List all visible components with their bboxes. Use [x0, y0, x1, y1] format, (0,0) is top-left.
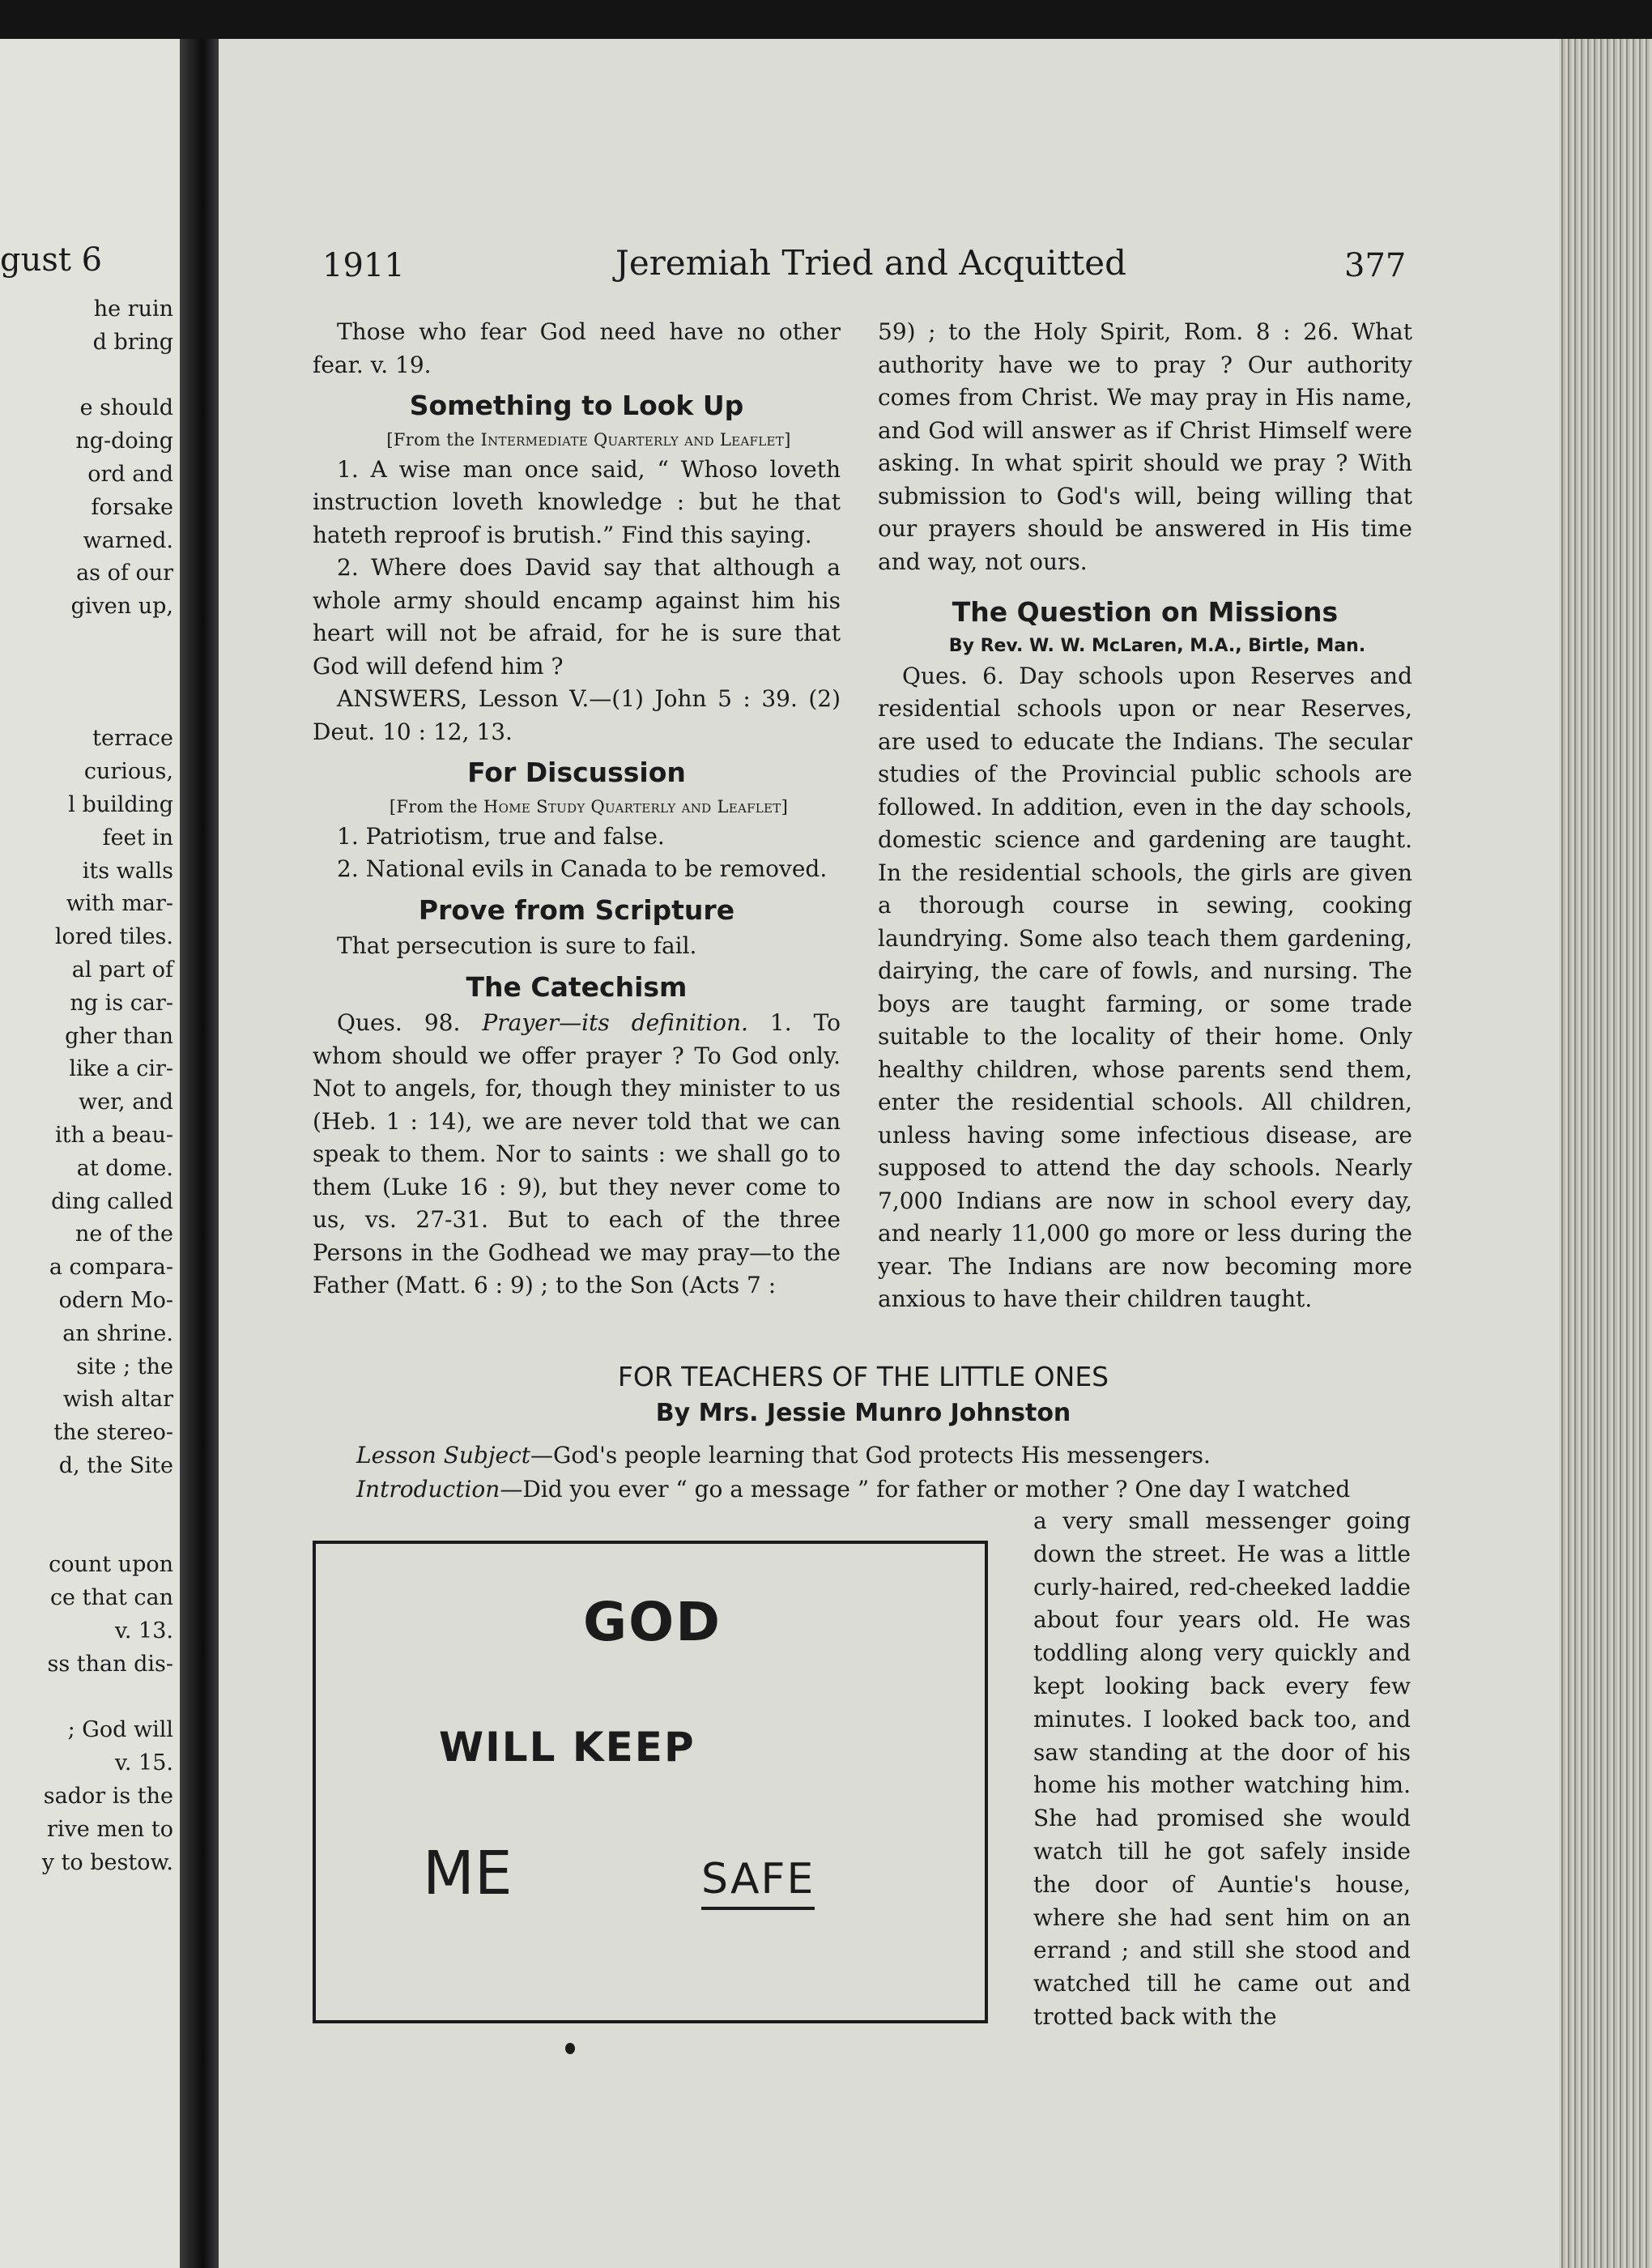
facing-page-line: sador is the	[43, 1784, 173, 1809]
look-up-answers: ANSWERS, Lesson V.—(1) John 5 : 39. (2) Deut. 10 : 12, 13.	[313, 685, 841, 745]
facing-page-line: an shrine.	[62, 1320, 173, 1346]
facing-page-line: l building	[68, 792, 173, 817]
facing-page-line: its walls	[82, 858, 173, 884]
sign-text-god: GOD	[583, 1591, 722, 1653]
running-head-year: 1911	[322, 247, 405, 284]
facing-page-line: ng-doing	[75, 428, 173, 454]
prove-text: That persecution is sure to fail.	[337, 932, 697, 959]
facing-page-running-head: gust 6	[0, 241, 103, 279]
facing-page-line: e should	[79, 395, 173, 421]
facing-page-line: odern Mo-	[58, 1288, 173, 1313]
facing-page-line: d, the Site	[58, 1453, 173, 1478]
facing-page-line: ss than dis-	[47, 1651, 173, 1677]
page-edges	[1559, 39, 1652, 2268]
catechism-heading: The Catechism	[466, 970, 688, 1003]
book-gutter	[180, 39, 219, 2268]
look-up-item: 1. A wise man once said, “ Whoso loveth instruction loveth knowledge : but he that hateth reproof is brutish.” Find this saying.	[313, 455, 841, 548]
prove-heading: Prove from Scripture	[418, 893, 735, 926]
facing-page-line: lored tiles.	[54, 924, 173, 950]
facing-page-line: wish altar	[62, 1387, 173, 1413]
intro-paragraph: Those who fear God need have no other fear. v. 19.	[313, 318, 841, 378]
facing-page-line: ; God will	[67, 1717, 173, 1743]
page-number: 377	[1344, 247, 1407, 284]
sign-text-safe: SAFE	[701, 1855, 815, 1910]
facing-page-line: given up,	[70, 594, 173, 620]
facing-page-line: rive men to	[46, 1816, 173, 1842]
facing-page-line: count upon	[49, 1552, 173, 1578]
look-up-heading: Something to Look Up	[409, 390, 744, 421]
scan-top-border	[0, 0, 1652, 39]
facing-page-line: curious,	[83, 759, 173, 785]
sign-text-me: ME	[423, 1839, 513, 1908]
discussion-heading: For Discussion	[467, 757, 686, 788]
facing-page-line: site ; the	[76, 1354, 173, 1379]
discussion-item: 2. National evils in Canada to be removed.	[337, 855, 828, 882]
facing-page-line: ne of the	[75, 1221, 173, 1247]
illustration-sign	[313, 1541, 988, 2023]
facing-page-line: at dome.	[76, 1155, 173, 1181]
facing-page-line: a compara-	[49, 1255, 173, 1281]
facing-page-line: as of our	[76, 561, 173, 586]
facing-page-line: like a cir-	[69, 1056, 173, 1082]
facing-page-line: d bring	[92, 329, 173, 355]
facing-page-line: ith a beau-	[54, 1123, 173, 1148]
teachers-byline: By Mrs. Jessie Munro Johnston	[655, 1399, 1071, 1427]
facing-page-line: feet in	[102, 825, 173, 850]
facing-page-line: wer, and	[79, 1089, 173, 1115]
facing-page-line: with mar-	[66, 891, 173, 917]
facing-page-line: forsake	[91, 494, 173, 520]
facing-page-line: gher than	[65, 1023, 173, 1049]
story-column	[1033, 1505, 1411, 2034]
look-up-item: 2. Where does David say that although a whole army should encamp against him his heart will not be afraid, for he is sure that God will defend him ?	[313, 554, 841, 680]
facing-page-line: warned.	[83, 527, 173, 553]
facing-page-fragment	[0, 39, 180, 2268]
missions-heading: The Question on Missions	[952, 596, 1339, 628]
teachers-heading: FOR TEACHERS OF THE LITTLE ONES	[617, 1361, 1109, 1392]
facing-page-line: v. 13.	[114, 1618, 173, 1643]
column-left	[313, 316, 841, 1302]
lesson-subject: Lesson Subject—God's people learning that God protects His messengers.	[356, 1442, 1211, 1469]
facing-page-line: ord and	[87, 462, 173, 487]
running-head-title: Jeremiah Tried and Acquitted	[615, 243, 1126, 283]
catechism-continued: 59) ; to the Holy Spirit, Rom. 8 : 26. What authority have we to pray ? Our authority comes from Christ. We may pray in His name, and God will answer as if Christ Himself were asking. In what spirit should we pray ? With submission to God's will, being willing that our prayers should be answered in His time and way, not ours.	[878, 318, 1412, 575]
lesson-introduction: Introduction—Did you ever “ go a message ” for father or mother ? One day I watched	[356, 1476, 1351, 1503]
facing-page-line: he ruin	[93, 296, 173, 322]
look-up-source: [From the Intermediate Quarterly and Leaflet]	[386, 429, 791, 450]
catechism-text: Ques. 98. Prayer—its definition. 1. To whom should we offer prayer ? To God only. Not to angels, for, though they minister to us (Heb. 1 : 14), we are never told that we can speak to them. Nor to saints : we shall go to them (Luke 16 : 9), but they never come to us, vs. 27-31. But to each of the three Persons in the Godhead we may pray—to the Father (Matt. 6 : 9) ; to the Son (Acts 7 :	[313, 1009, 841, 1298]
sign-text-will-keep: WILL KEEP	[439, 1724, 696, 1771]
column-right	[878, 316, 1412, 1316]
facing-page-line: al part of	[71, 957, 173, 983]
facing-page-line: y to bestow.	[41, 1849, 173, 1875]
facing-page-line: the stereo-	[53, 1420, 173, 1446]
story-text: a very small messenger going down the street. He was a little curly-haired, red-cheeked laddie about four years old. He was toddling along very quickly and kept looking back every few minutes. I looked back too, and saw standing at the door of his home his mother watching him. She had promised she would watch till he got safely inside the door of Auntie's house, where she had sent him on an errand ; and still she stood and watched till he came out and trotted back with the	[1033, 1507, 1411, 2030]
missions-byline: By Rev. W. W. McLaren, M.A., Birtle, Man.	[948, 635, 1366, 656]
facing-page-line: v. 15.	[114, 1750, 173, 1776]
discussion-item: 1. Patriotism, true and false.	[337, 822, 665, 850]
facing-page-line: ding called	[51, 1188, 173, 1214]
facing-page-line: ng is car-	[70, 990, 173, 1016]
facing-page-line: ce that can	[49, 1585, 173, 1611]
discussion-source: [From the Home Study Quarterly and Leaflet]	[389, 796, 789, 816]
facing-page-line: terrace	[92, 726, 173, 752]
missions-text: Ques. 6. Day schools upon Reserves and residential schools upon or near Reserves, are used to educate the Indians. The secular studies of the Provincial public schools are followed. In addition, even in the day schools, domestic science and gardening are taught. In the residential schools, the girls are given a thorough course in sewing, cooking laundrying. Some also teach them gardening, dairying, the care of fowls, and nursing. The boys are taught farming, or some trade suitable to the locality of their home. Only healthy children, whose parents send them, enter the residential schools. All children, unless having some infectious disease, are supposed to attend the day schools. Nearly 7,000 Indians are now in school every day, and nearly 11,000 go more or less during the year. The Indians are now becoming more anxious to have their children taught.	[878, 662, 1412, 1312]
ink-dot	[565, 2043, 575, 2054]
